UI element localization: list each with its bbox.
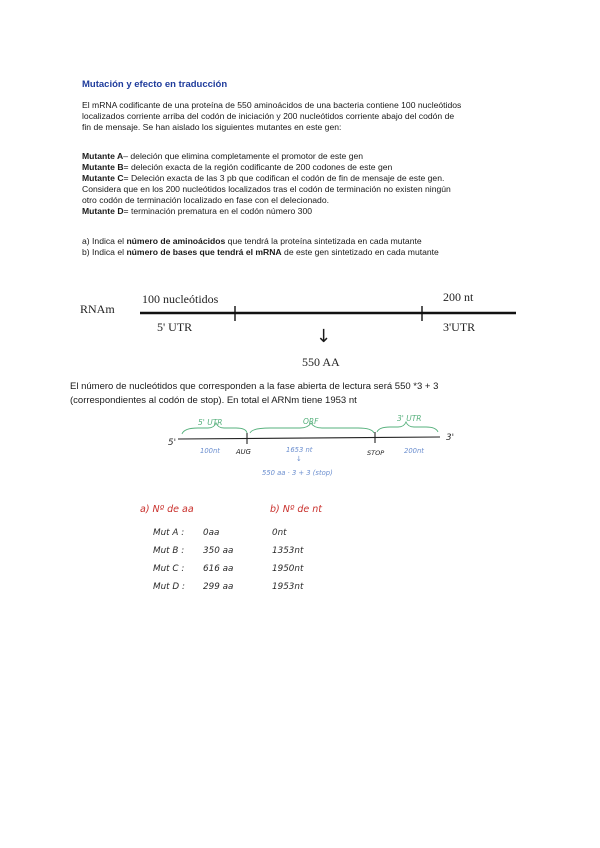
questions (82, 236, 532, 258)
mutant-d (82, 206, 532, 217)
five-prime-label: 5' (168, 438, 177, 448)
rna-label: RNAm (80, 302, 115, 316)
mutant-row-nt: 1950nt (272, 564, 304, 574)
stop-label: STOP (367, 449, 385, 457)
mutant-row-label: Mut D : (153, 582, 185, 592)
explanation-line: (correspondientes al codón de stop). En total el ARNm tiene 1953 nt (70, 395, 357, 406)
intro-line: fin de mensaje. Se han aislado los siguientes mutantes en este gen: (82, 122, 342, 132)
mutant-row-aa: 616 aa (203, 564, 234, 574)
explanation-line: El número de nucleótidos que corresponden a la fase abierta de lectura será 550 *3 + 3 (70, 381, 439, 392)
mutant-c-label: Mutante C (82, 173, 124, 183)
exercise-title: Mutación y efecto en traducción (82, 79, 228, 90)
mutant-c-text: = Deleción exacta de las 3 pb que codifican el codón de fin de mensaje de este gen. (123, 173, 445, 183)
down-arrow-small-icon: ↓ (296, 455, 302, 463)
question-b-suffix: de este gen sintetizado en cada mutante (281, 247, 439, 257)
answers-header-b: b) Nº de nt (270, 504, 322, 515)
intro-line: localizados corriente arriba del codón de iniciación y 200 nucleótidos corriente abajo del codón de (82, 111, 455, 121)
utr3-label: 3'UTR (443, 320, 476, 334)
utr3-handwritten: 3' UTR (397, 414, 422, 423)
intro-line: El mRNA codificante de una proteína de 550 aminoácidos de una bacteria contiene 100 nucleótidos (82, 100, 462, 110)
mutant-a (82, 151, 532, 162)
question-a-suffix: que tendrá la proteína sintetizada en cada mutante (225, 236, 422, 246)
mutant-row-nt: 1953nt (272, 582, 304, 592)
question-a (82, 236, 532, 247)
orf-handwritten: ORF (303, 417, 319, 426)
mutant-row-label: Mut C : (153, 564, 185, 574)
three-prime-label: 3' (446, 433, 455, 443)
mutant-d-text: = terminación prematura en el codón número 300 (123, 206, 313, 216)
question-b-bold: número de bases que tendrá el mRNA (126, 247, 282, 257)
mutant-row-label: Mut B : (153, 546, 185, 556)
mutant-a-text: – deleción que elimina completamente el promotor de este gen (123, 151, 364, 161)
question-a-bold: número de aminoácidos (126, 236, 226, 246)
mutant-a-label: Mutante A (82, 151, 124, 161)
utr5-handwritten: 5' UTR (198, 418, 223, 427)
question-b-prefix: b) Indica el (82, 247, 127, 257)
explanation (70, 380, 438, 408)
mutant-d-label: Mutante D (82, 206, 124, 216)
orf-formula: 550 aa · 3 + 3 (stop) (262, 469, 333, 477)
intro-paragraph (82, 100, 532, 133)
aug-label: AUG (236, 448, 251, 456)
utr5-label: 5' UTR (157, 320, 193, 334)
question-a-prefix: a) Indica el (82, 236, 127, 246)
mutant-row-nt: 0nt (272, 528, 287, 538)
mutant-c (82, 173, 532, 184)
mutant-row-aa: 299 aa (203, 582, 234, 592)
mutant-row-aa: 350 aa (203, 546, 234, 556)
utr5-length-label: 100 nucleótidos (142, 292, 219, 306)
utr3-nt-handwritten: 200nt (404, 447, 424, 455)
answers-header-a: a) Nº de aa (140, 504, 194, 515)
down-arrow-icon: ↓ (316, 326, 332, 347)
mutant-row-label: Mut A : (153, 528, 185, 538)
utr3-length-label: 200 nt (443, 290, 474, 304)
mutant-row-nt: 1353nt (272, 546, 304, 556)
mutants-list (82, 151, 532, 217)
protein-length-label: 550 AA (302, 355, 340, 369)
question-b (82, 247, 532, 258)
utr5-nt-handwritten: 100nt (200, 447, 220, 455)
mutant-b-text: = deleción exacta de la región codificante de 200 codones de este gen (123, 162, 393, 172)
orf-nt-handwritten: 1653 nt (286, 446, 313, 454)
mutant-b-label: Mutante B (82, 162, 124, 172)
mutant-c-note: otro codón de terminación localizado en fase con el delecionado. (82, 195, 329, 205)
mutant-b (82, 162, 532, 173)
mutant-row-aa: 0aa (203, 528, 220, 538)
mutant-c-note: Considera que en los 200 nucleótidos localizados tras el codón de terminación no existen ningún (82, 184, 451, 194)
